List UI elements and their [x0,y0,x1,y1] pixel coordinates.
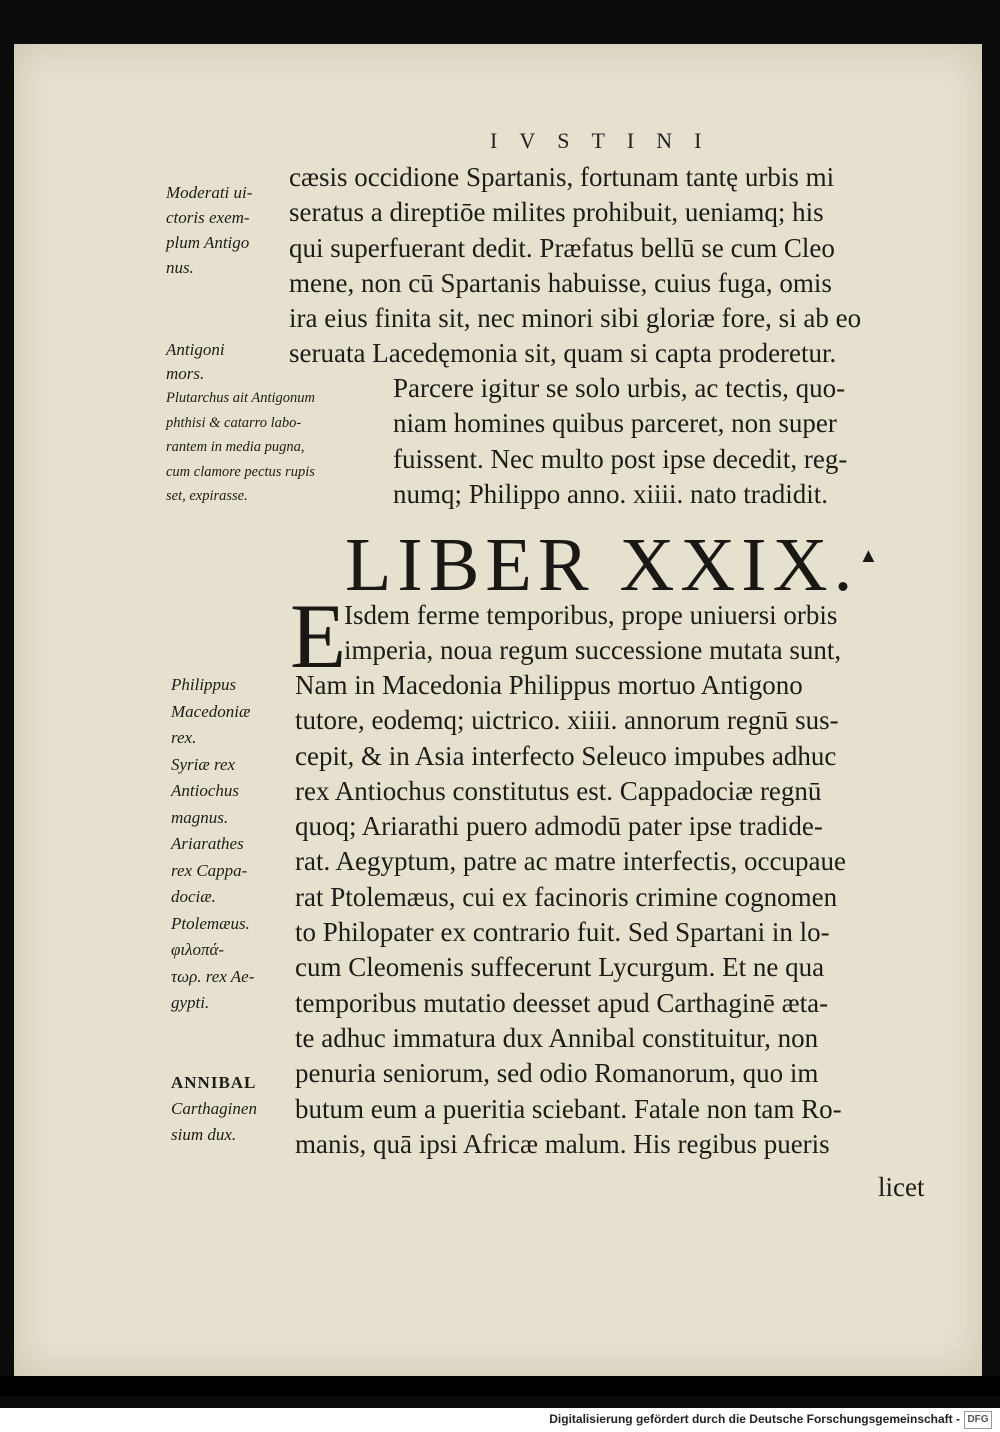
margin-line: τωρ. rex Ae- [171,966,255,986]
margin-line: Antiochus [171,781,239,800]
margin-line: Antigoni [166,340,225,359]
text-line: imperia, noua regum successione mutata sunt, [344,635,842,666]
margin-note-antigoni-mors [166,338,225,386]
text-line: quoq; Ariarathi puero admodū pater ipse tradide- [295,811,823,842]
margin-line: rantem in media pugna, [166,439,305,455]
text-line: manis, quā ipsi Africæ malum. His regibus pueris [295,1128,830,1159]
text-line: mene, non cū Spartanis habuisse, cuius fuga, omis [289,267,832,298]
text-block-main [295,668,846,1162]
footer-credit: Digitalisierung gefördert durch die Deutsche Forschungsgemeinschaft - [549,1412,960,1426]
margin-note-annibal [171,1070,257,1148]
text-line: cæsis occidione Spartanis, fortunam tantę urbis mi [289,162,835,192]
margin-line: Ptolemæus. [171,913,250,933]
margin-line: gypti. [171,993,210,1012]
margin-line: Plutarchus ait Antigonum [166,390,316,406]
chapter-heading [345,522,878,609]
margin-line: ANNIBAL [171,1073,257,1092]
text-line: Isdem ferme temporibus, prope uniuersi orbis [344,600,838,630]
text-line: seruata Lacedęmonia sit, quam si capta proderetur. [289,338,837,369]
text-line: tutore, eodemq; uictrico. xiiii. annorum regnū sus- [295,705,839,736]
text-line: rat. Aegyptum, patre ac matre interfectis, occupaue [295,846,846,877]
margin-line: Moderati ui- [166,183,253,202]
margin-note-plutarchus [166,386,315,509]
margin-line: dociæ. [171,887,216,906]
text-line: ira eius finita sit, nec minori sibi gloriæ fore, si ab eo [289,303,862,334]
text-block-dropcap [344,598,841,669]
text-line: butum eum a pueritia sciebant. Fatale non tam Ro- [295,1093,842,1124]
margin-line: nus. [166,258,194,277]
catchword: licet [878,1172,925,1202]
margin-line: Syriæ rex [171,754,236,774]
text-line: cepit, & in Asia interfecto Seleuco impubes adhuc [295,740,837,771]
margin-line: set, expirasse. [166,488,248,504]
margin-line: rex Cappa- [171,860,248,880]
footer-bar [0,1408,1000,1432]
text-line: seratus a direptiōe milites prohibuit, ueniamq; his [289,197,824,228]
text-line: rat Ptolemæus, cui ex facinoris crimine cognomen [295,881,838,912]
margin-line: Philippus [171,675,237,694]
margin-line: mors. [166,364,205,383]
scan-border [0,1376,1000,1396]
margin-line: Carthaginen [171,1099,257,1118]
text-line: qui superfuerant dedit. Præfatus bellū se cum Cleo [289,232,835,263]
margin-line: rex. [171,728,197,747]
margin-line: ctoris exem- [166,208,250,227]
text-line: temporibus mutatio deesset apud Carthaginē æta- [295,987,829,1018]
drop-cap: E [290,585,347,687]
margin-line: Macedoniæ [171,701,251,721]
text-line: numq; Philippo anno. xiiii. nato tradidit. [393,478,828,509]
chapter-heading-text: LIBER XXIX. [345,523,859,607]
text-block-indented [393,371,847,512]
margin-line: magnus. [171,807,229,827]
margin-line: φιλοπά- [171,940,225,959]
text-line: to Philopater ex contrario fuit. Sed Spartani in lo- [295,917,830,948]
text-line: niam homines quibus parceret, non super [393,408,837,439]
text-line: penuria seniorum, sed odio Romanorum, quo im [295,1058,819,1089]
running-head: IVSTINI [490,128,724,153]
text-line: rex Antiochus constitutus est. Cappadociæ regnū [295,775,822,806]
text-line: fuissent. Nec multo post ipse decedit, reg- [393,443,848,474]
triangle-ornament-icon: ▲ [858,545,879,567]
margin-line: plum Antigo [166,233,250,252]
text-line: te adhuc immatura dux Annibal constituitur, non [295,1022,819,1053]
dfg-logo-icon: DFG [964,1411,992,1429]
text-line: Parcere igitur se solo urbis, ac tectis, quo- [393,373,846,403]
text-block-top [289,160,861,372]
margin-note-kings [171,672,254,1017]
margin-note-moderation [166,180,252,280]
text-line: Nam in Macedonia Philippus mortuo Antigono [295,670,803,700]
margin-line: cum clamore pectus rupis [166,463,315,480]
margin-line: sium dux. [171,1125,237,1144]
margin-line: Ariarathes [171,834,244,853]
margin-line: phthisi & catarro labo- [166,414,302,431]
text-line: cum Cleomenis suffecerunt Lycurgum. Et ne qua [295,952,825,983]
